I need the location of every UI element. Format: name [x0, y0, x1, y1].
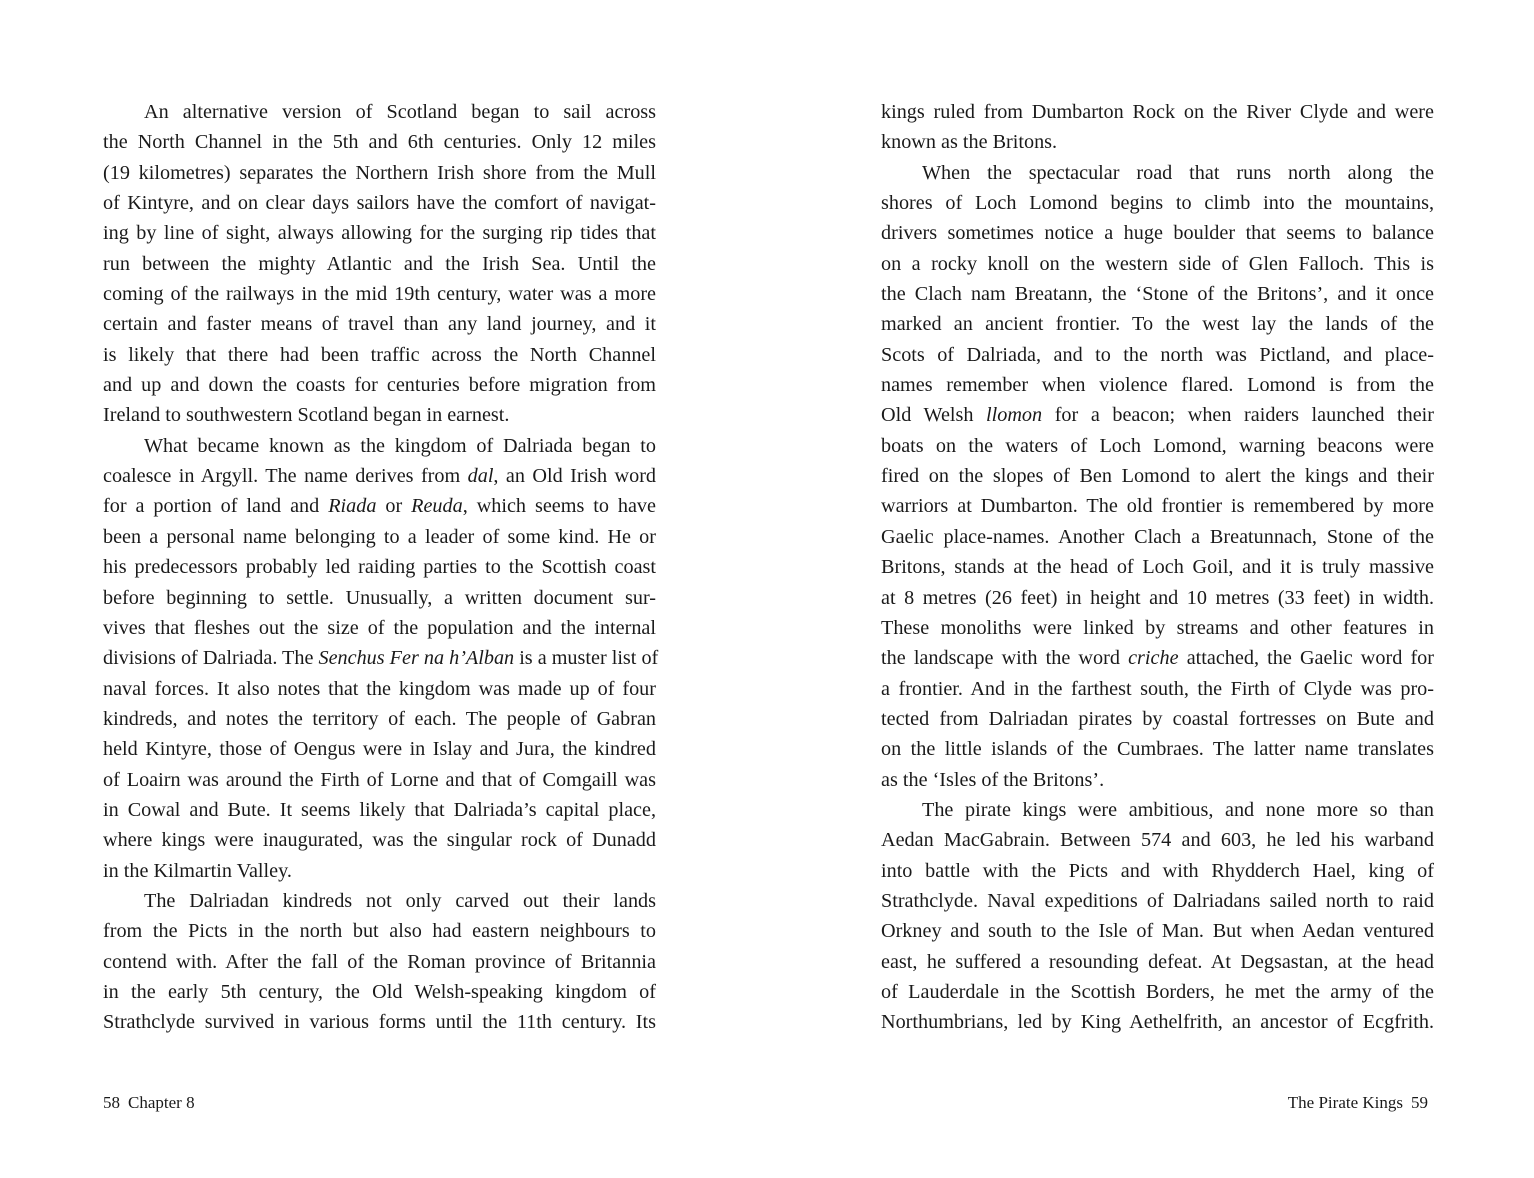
italic-term: llomon — [986, 404, 1043, 427]
text-line: his predecessors probably led raiding parties to the Scottish coast — [103, 556, 656, 579]
text-line: contend with. After the fall of the Roman province of Britannia — [103, 950, 656, 973]
text-line: divisions of Dalriada. The Senchus Fer na h’Alban is a muster list of — [103, 647, 659, 670]
text-line: run between the mighty Atlantic and the Irish Sea. Until the — [103, 252, 656, 275]
italic-term: Reuda — [411, 495, 463, 518]
text-line: been a personal name belonging to a leader of some kind. He or — [103, 525, 656, 548]
text-line: drivers sometimes notice a huge boulder that seems to balance — [881, 222, 1434, 245]
italic-term: dal — [467, 465, 494, 488]
text-line: in the Kilmartin Valley. — [103, 859, 292, 882]
italic-term: Riada — [328, 495, 377, 518]
text-line: Orkney and south to the Isle of Man. But when Aedan ventured — [881, 920, 1434, 943]
text-line: kindreds, and notes the territory of each. The people of Gabran — [103, 707, 656, 730]
text-line: coalesce in Argyll. The name derives from dal, an Old Irish word — [103, 465, 657, 488]
text-line: in Cowal and Bute. It seems likely that Dalriada’s capital place, — [103, 798, 656, 821]
left-page-footer — [103, 1092, 195, 1114]
text-line: the Clach nam Breatann, the ‘Stone of the Britons’, and it once — [881, 283, 1434, 306]
text-line: ing by line of sight, always allowing for the surging rip tides that — [103, 222, 656, 245]
text-line: Old Welsh llomon for a beacon; when raiders launched their — [881, 404, 1434, 427]
text-line: warriors at Dumbarton. The old frontier is remembered by more — [881, 495, 1434, 518]
text-line: from the Picts in the north but also had eastern neighbours to — [103, 920, 656, 943]
page-number-left: 58 — [103, 1093, 120, 1112]
text-line: fired on the slopes of Ben Lomond to alert the kings and their — [881, 465, 1434, 488]
text-line: is likely that there had been traffic across the North Channel — [103, 343, 656, 366]
text-line: shores of Loch Lomond begins to climb into the mountains, — [881, 192, 1434, 215]
text-line: naval forces. It also notes that the kingdom was made up of four — [103, 677, 656, 700]
right-page-body — [881, 97, 1434, 1038]
text-line: where kings were inaugurated, was the singular rock of Dunadd — [103, 829, 656, 852]
text-line: known as the Britons. — [881, 131, 1058, 154]
text-line: of Loairn was around the Firth of Lorne and that of Comgaill was — [103, 768, 656, 791]
text-line: marked an ancient frontier. To the west lay the lands of the — [881, 313, 1434, 336]
text-line: Aedan MacGabrain. Between 574 and 603, he led his warband — [881, 829, 1434, 852]
text-line: coming of the railways in the mid 19th century, water was a more — [103, 283, 656, 306]
text-line: for a portion of land and Riada or Reuda, which seems to have — [103, 495, 656, 518]
text-line: What became known as the kingdom of Dalriada began to — [144, 434, 656, 457]
text-line: before beginning to settle. Unusually, a written document sur- — [103, 586, 656, 609]
text-line: Northumbrians, led by King Aethelfrith, an ancestor of Ecgfrith. — [881, 1011, 1434, 1034]
text-line: a frontier. And in the farthest south, the Firth of Clyde was pro- — [881, 677, 1434, 700]
text-line: An alternative version of Scotland began to sail across — [144, 101, 656, 123]
text-line: kings ruled from Dumbarton Rock on the River Clyde and were — [881, 101, 1434, 123]
right-page-footer — [1288, 1092, 1428, 1114]
text-line: east, he suffered a resounding defeat. At Degsastan, at the head — [881, 950, 1434, 973]
text-line: at 8 metres (26 feet) in height and 10 metres (33 feet) in width. — [881, 586, 1434, 609]
text-line: When the spectacular road that runs north along the — [922, 161, 1434, 184]
text-line: These monoliths were linked by streams and other features in — [881, 616, 1434, 639]
italic-term: Senchus Fer na h’Alban — [318, 647, 515, 670]
text-line: of Kintyre, and on clear days sailors have the comfort of navigat- — [103, 192, 656, 215]
text-line: tected from Dalriadan pirates by coastal fortresses on Bute and — [881, 707, 1434, 730]
right-page — [881, 97, 1434, 1038]
text-line: certain and faster means of travel than any land journey, and it — [103, 313, 656, 336]
text-line: Strathclyde survived in various forms until the 11th century. Its — [103, 1011, 656, 1034]
text-line: the North Channel in the 5th and 6th centuries. Only 12 miles — [103, 131, 656, 154]
text-line: The pirate kings were ambitious, and none more so than — [922, 798, 1434, 821]
text-line: (19 kilometres) separates the Northern Irish shore from the Mull — [103, 161, 656, 184]
text-line: Strathclyde. Naval expeditions of Dalriadans sailed north to raid — [881, 889, 1434, 912]
text-line: in the early 5th century, the Old Welsh-speaking kingdom of — [103, 980, 656, 1003]
text-line: Gaelic place-names. Another Clach a Breatunnach, Stone of the — [881, 525, 1434, 548]
text-line: the landscape with the word criche attached, the Gaelic word for — [881, 647, 1434, 670]
running-head-left: Chapter 8 — [128, 1093, 195, 1112]
text-line: Ireland to southwestern Scotland began in earnest. — [103, 404, 510, 427]
text-line: Britons, stands at the head of Loch Goil, and it is truly massive — [881, 556, 1434, 579]
text-line: of Lauderdale in the Scottish Borders, he met the army of the — [881, 980, 1434, 1003]
text-line: on the little islands of the Cumbraes. The latter name translates — [881, 738, 1434, 761]
text-line: Scots of Dalriada, and to the north was Pictland, and place- — [881, 343, 1434, 366]
italic-term: criche — [1128, 647, 1179, 670]
text-line: vives that fleshes out the size of the population and the internal — [103, 616, 656, 639]
text-line: The Dalriadan kindreds not only carved out their lands — [144, 889, 656, 912]
text-line: held Kintyre, those of Oengus were in Islay and Jura, the kindred — [103, 738, 656, 761]
left-page-body — [103, 97, 659, 1038]
text-line: as the ‘Isles of the Britons’. — [881, 768, 1105, 791]
page-number-right: 59 — [1411, 1093, 1428, 1112]
text-line: boats on the waters of Loch Lomond, warning beacons were — [881, 434, 1434, 457]
running-head-right: The Pirate Kings — [1287, 1093, 1403, 1112]
text-line: and up and down the coasts for centuries before migration from — [103, 374, 656, 397]
text-line: into battle with the Picts and with Rhydderch Hael, king of — [881, 859, 1434, 882]
text-line: names remember when violence flared. Lomond is from the — [881, 374, 1434, 397]
left-page — [103, 97, 659, 1038]
text-line: on a rocky knoll on the western side of Glen Falloch. This is — [881, 252, 1434, 275]
